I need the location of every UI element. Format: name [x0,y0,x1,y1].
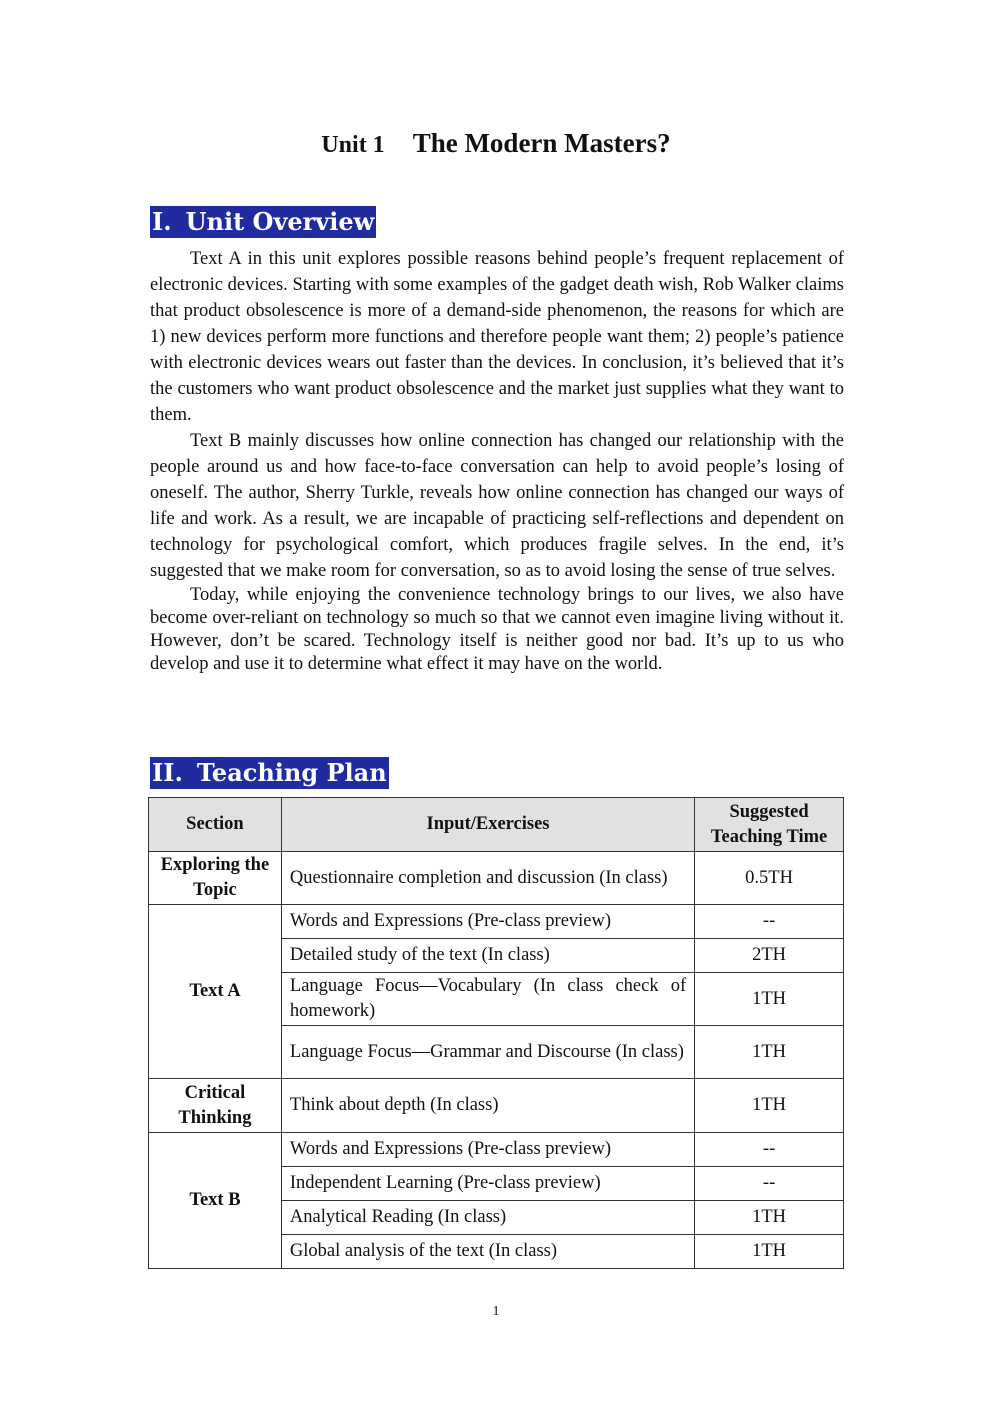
input-cell: Words and Expressions (Pre-class preview) [281,905,694,939]
time-cell: -- [695,1133,844,1167]
time-cell: 1TH [695,1201,844,1235]
section-cell: Exploring the Topic [149,852,282,905]
header-section: Section [149,798,282,852]
section-heading-teaching-plan [150,757,389,789]
section-heading-text: Teaching Plan [196,758,387,787]
overview-paragraph: Today, while enjoying the convenience technology brings to our lives, we also have become over-reliant on technology so much so that we cannot even imagine living without it. However, don’t be scared. Technology itself is neither good nor bad. It’s up to us who develop and use it to determine what effect it may have on the world. [150,585,844,674]
input-cell: Think about depth (In class) [281,1079,694,1133]
table-row [149,1133,844,1167]
time-cell: 0.5TH [695,852,844,905]
page-number: 1 [492,1304,500,1319]
overview-body [150,246,844,676]
input-cell: Language Focus—Grammar and Discourse (In class) [281,1026,694,1079]
table-row [149,1079,844,1133]
time-cell: -- [695,905,844,939]
time-cell: 2TH [695,939,844,973]
teaching-plan-table [148,797,844,1269]
input-cell: Analytical Reading (In class) [281,1201,694,1235]
time-cell: -- [695,1167,844,1201]
table-header-row [149,798,844,852]
table-row [149,852,844,905]
section-heading-overview [150,206,376,238]
section-cell: Text B [149,1133,282,1269]
section-cell: Critical Thinking [149,1079,282,1133]
input-cell: Global analysis of the text (In class) [281,1235,694,1269]
header-input: Input/Exercises [281,798,694,852]
input-cell: Detailed study of the text (In class) [281,939,694,973]
input-cell: Questionnaire completion and discussion (In class) [281,852,694,905]
section-heading-text: Unit Overview [185,207,375,236]
time-cell: 1TH [695,1026,844,1079]
time-cell: 1TH [695,1079,844,1133]
section-number: I. [152,207,172,236]
section-cell: Text A [149,905,282,1079]
table-row [149,905,844,939]
time-cell: 1TH [695,973,844,1026]
header-time: Suggested Teaching Time [695,798,844,852]
time-cell: 1TH [695,1235,844,1269]
input-cell: Language Focus—Vocabulary (In class check of homework) [281,973,694,1026]
input-cell: Words and Expressions (Pre-class preview) [281,1133,694,1167]
unit-number: Unit 1 [321,132,385,158]
unit-name: The Modern Masters? [412,128,671,158]
overview-paragraph: Text B mainly discusses how online connection has changed our relationship with the people around us and how face-to-face conversation can help to avoid people’s losing of oneself. The author, Sherry Turkle, reveals how online connection has changed our ways of life and work. As a result, we are incapable of practicing self-reflections and dependent on technology for psychological comfort, which produces fragile selves. In the end, it’s suggested that we make room for conversation, so as to avoid losing the sense of true selves. [150,431,844,581]
overview-paragraph: Text A in this unit explores possible reasons behind people’s frequent replacement of electronic devices. Starting with some examples of the gadget death wish, Rob Walker claims that product obsolescence is more of a demand-side phenomenon, the reasons for which are 1) new devices perform more functions and therefore people want them; 2) people’s patience with electronic devices wears out faster than the devices. In conclusion, it’s believed that it’s the customers who want product obsolescence and the market just supplies what they want to them. [150,249,844,425]
page-title [0,128,992,159]
input-cell: Independent Learning (Pre-class preview) [281,1167,694,1201]
section-number: II. [152,758,183,787]
